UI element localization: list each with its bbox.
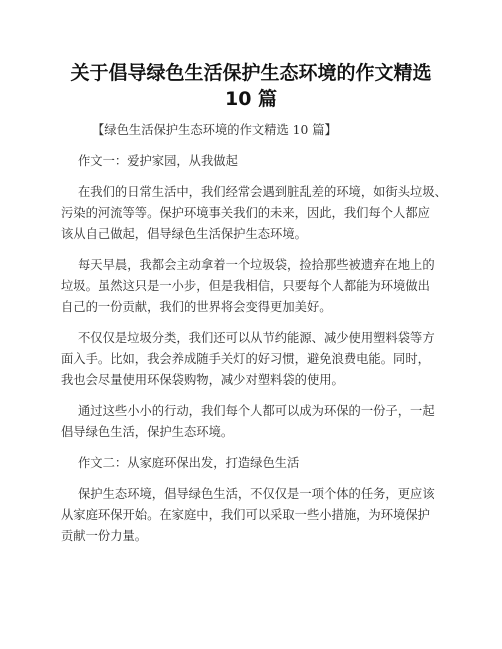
body-line: 倡导绿色生活，保护生态环境。 [61,425,234,439]
document-title-line-2: 10 篇 [224,88,278,110]
subtitle-line: 【绿色生活保护生态环境的作文精选 10 篇】 [92,123,337,137]
document-title-line-1: 关于倡导绿色生活保护生态环境的作文精选 [70,62,432,84]
essay-heading: 作文二：从家庭环保出发，打造绿色生活 [78,456,300,470]
body-line: 贡献一份力量。 [61,529,148,543]
body-line: 保护生态环境，倡导绿色生活，不仅仅是一项个体的任务，更应该 [78,487,435,501]
body-line: 不仅仅是垃圾分类，我们还可以从节约能源、减少使用塑料袋等方 [78,331,435,345]
body-line: 在我们的日常生活中，我们经常会遇到脏乱差的环境，如街头垃圾、 [78,185,447,199]
body-line: 面入手。比如，我会养成随手关灯的好习惯，避免浪费电能。同时， [61,352,430,366]
body-line: 我也会尽量使用环保袋购物，减少对塑料袋的使用。 [61,373,344,387]
essay-heading: 作文一：爱护家园，从我做起 [78,154,238,168]
body-line: 从家庭环保开始。在家庭中，我们可以采取一些小措施，为环境保护 [61,508,430,522]
body-line: 通过这些小小的行动，我们每个人都可以成为环保的一份子，一起 [78,404,435,418]
body-line: 垃圾。虽然这只是一小步，但是我相信，只要每个人都能为环境做出 [61,279,430,293]
body-line: 自己的一份贡献，我们的世界将会变得更加美好。 [61,300,332,314]
body-line: 每天早晨，我都会主动拿着一个垃圾袋，捡拾那些被遗弃在地上的 [78,258,435,272]
body-line: 污染的河流等等。保护环境事关我们的未来，因此，我们每个人都应 [61,206,430,220]
body-line: 该从自己做起，倡导绿色生活保护生态环境。 [61,227,307,241]
